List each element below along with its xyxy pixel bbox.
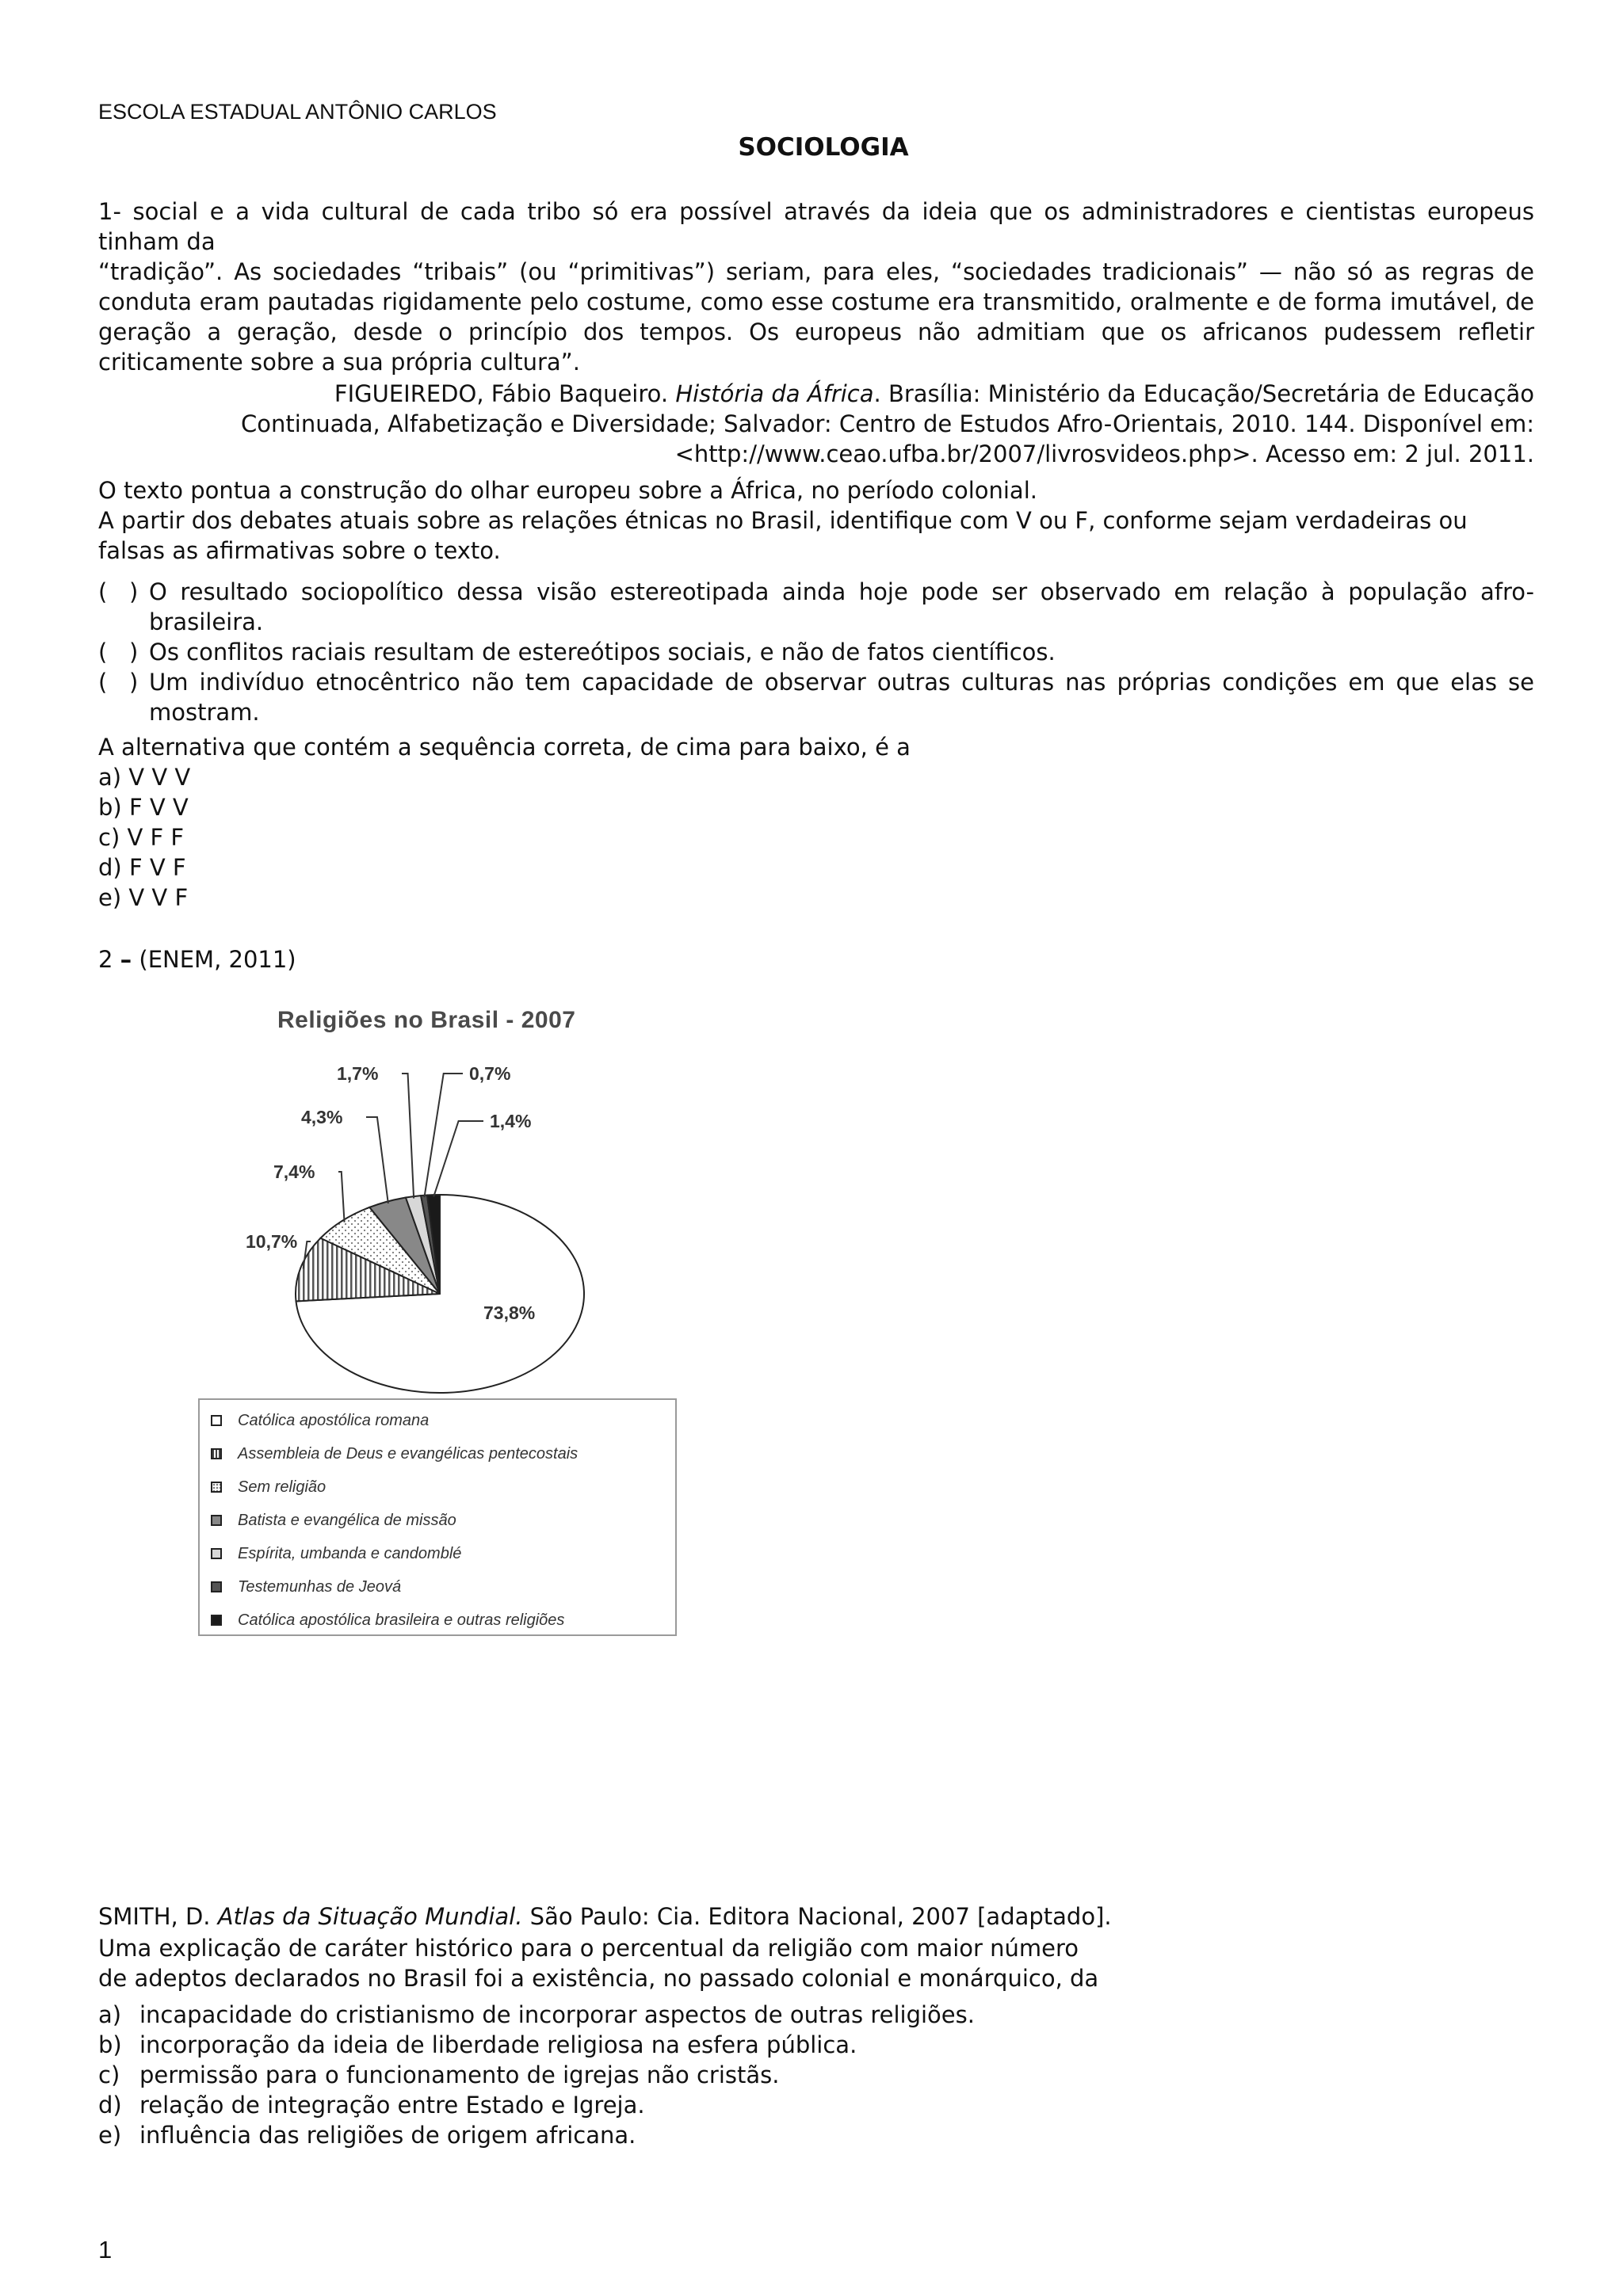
option-letter: b)	[98, 2031, 122, 2058]
option-e: e) V V F	[98, 884, 189, 911]
leader-line	[338, 1172, 345, 1222]
page-number: 1	[98, 2236, 113, 2264]
option-letter: c)	[98, 2061, 120, 2088]
legend-label: Batista e evangélica de missão	[238, 1511, 456, 1529]
question-2-options	[98, 2000, 1534, 2150]
legend-swatch	[211, 1415, 222, 1426]
citation-rest: . Brasília: Ministério da Educação/Secretária de Educação	[873, 380, 1534, 407]
legend-label: Assembleia de Deus e evangélicas pentecostais	[238, 1444, 579, 1463]
slice-value-label: 0,7%	[469, 1063, 511, 1084]
legend-swatch	[211, 1548, 222, 1559]
q2-dash: –	[120, 946, 132, 973]
legend-item	[211, 1574, 401, 1600]
option-b	[98, 2030, 1534, 2060]
leader-line	[402, 1074, 414, 1199]
citation-line-3: <http://www.ceao.ufba.br/2007/livrosvideos.php>. Acesso em: 2 jul. 2011.	[674, 441, 1534, 467]
source-title: Atlas da Situação Mundial.	[217, 1903, 523, 1930]
q2-number: 2	[98, 946, 120, 973]
legend-swatch	[211, 1482, 222, 1493]
legend-item	[211, 1508, 456, 1533]
answer-blank: ( )	[98, 639, 139, 666]
option-a: a) V V V	[98, 764, 191, 791]
legend-item	[211, 1541, 461, 1566]
source-author: SMITH, D.	[98, 1903, 218, 1930]
option-c: c) V F F	[98, 824, 185, 851]
q2-text-line: de adeptos declarados no Brasil foi a existência, no passado colonial e monárquico, da	[98, 1965, 1099, 1992]
statement-item	[98, 667, 1534, 727]
option-text: influência das religiões de origem africana.	[139, 2122, 636, 2149]
option-letter: a)	[98, 2001, 122, 2028]
citation-line-2: Continuada, Alfabetização e Diversidade; Salvador: Centro de Estudos Afro-Orientais, 2010. 144. Disponível em:	[241, 410, 1534, 437]
legend-label: Testemunhas de Jeová	[238, 1577, 402, 1596]
option-letter: e)	[98, 2122, 122, 2149]
page-title: SOCIOLOGIA	[738, 133, 909, 162]
legend-swatch	[211, 1448, 222, 1459]
question-1-prompt	[98, 475, 1534, 566]
q2-source-exam: (ENEM, 2011)	[132, 946, 296, 973]
school-name: ESCOLA ESTADUAL ANTÔNIO CARLOS	[98, 100, 497, 124]
option-e	[98, 2120, 1534, 2150]
question-1-options	[98, 732, 1534, 913]
answer-blank: ( )	[98, 578, 139, 605]
statement-text: Um indivíduo etnocêntrico não tem capacidade de observar outras culturas nas próprias condições em que elas se mostram.	[149, 669, 1534, 726]
legend-item	[211, 1441, 578, 1466]
source-rest: São Paulo: Cia. Editora Nacional, 2007 [adaptado].	[522, 1903, 1112, 1930]
slice-value-label: 1,7%	[337, 1063, 379, 1084]
legend-swatch	[211, 1615, 222, 1626]
statement-item	[98, 637, 1534, 667]
q2-text-line: Uma explicação de caráter histórico para o percentual da religião com maior número	[98, 1935, 1079, 1962]
option-text: permissão para o funcionamento de igrejas não cristãs.	[139, 2061, 780, 2088]
religion-chart	[198, 994, 682, 1636]
chart-legend	[198, 1398, 677, 1636]
instruction: A alternativa que contém a sequência correta, de cima para baixo, é a	[98, 734, 911, 761]
pie-chart	[198, 994, 682, 1398]
legend-item	[211, 1408, 429, 1433]
question-2-text	[98, 1933, 1534, 1993]
source-citation	[98, 1901, 1534, 1932]
chart-title: Religiões no Brasil - 2007	[277, 1007, 576, 1033]
slice-value-label: 73,8%	[483, 1302, 536, 1323]
prompt-line: O texto pontua a construção do olhar europeu sobre a África, no período colonial.	[98, 477, 1037, 504]
citation	[98, 379, 1534, 469]
answer-blank: ( )	[98, 669, 139, 696]
option-b: b) F V V	[98, 794, 189, 821]
q1-text-line: “tradição”. As sociedades “tribais” (ou “primitivas”) seriam, para eles, “sociedades tradicionais” — não só as regras de conduta eram pautadas rigidamente pelo costume, como esse costume era transmitido, oralmente e de forma imutável, de geração a geração, desde o princípio dos tempos. Os europeus não admitiam que os africanos pudessem refletir criticamente sobre a sua própria cultura”.	[98, 258, 1534, 376]
statement-text: O resultado sociopolítico dessa visão estereotipada ainda hoje pode ser observado em relação à população afro-brasileira.	[149, 578, 1534, 635]
legend-item	[211, 1608, 564, 1633]
legend-swatch	[211, 1581, 222, 1592]
citation-line-1	[98, 379, 1534, 409]
citation-author: FIGUEIREDO, Fábio Baqueiro.	[334, 380, 676, 407]
citation-book: História da África	[675, 380, 874, 407]
leader-line	[433, 1121, 483, 1197]
question-1-text	[98, 196, 1534, 377]
option-text: incorporação da ideia de liberdade religiosa na esfera pública.	[139, 2031, 857, 2058]
slice-value-label: 10,7%	[246, 1231, 298, 1252]
statement-text: Os conflitos raciais resultam de estereótipos sociais, e não de fatos científicos.	[149, 639, 1056, 666]
option-c	[98, 2060, 1534, 2090]
option-letter: d)	[98, 2092, 122, 2119]
leader-line	[424, 1074, 463, 1197]
question-2-heading	[98, 944, 1534, 974]
slice-value-label: 7,4%	[273, 1161, 315, 1182]
leader-line	[366, 1117, 388, 1203]
option-a	[98, 2000, 1534, 2030]
legend-label: Espírita, umbanda e candomblé	[238, 1544, 462, 1562]
legend-item	[211, 1474, 326, 1500]
legend-label: Sem religião	[238, 1478, 327, 1496]
prompt-line: A partir dos debates atuais sobre as relações étnicas no Brasil, identifique com V ou F, conforme sejam verdadeiras ou falsas as afirmativas sobre o texto.	[98, 507, 1468, 564]
option-text: relação de integração entre Estado e Igreja.	[139, 2092, 645, 2119]
option-d: d) F V F	[98, 854, 186, 881]
legend-swatch	[211, 1515, 222, 1526]
statement-item	[98, 577, 1534, 637]
q1-text-line: 1- social e a vida cultural de cada tribo só era possível através da ideia que os administradores e cientistas europeus tinham da	[98, 198, 1534, 255]
slice-value-label: 4,3%	[301, 1107, 343, 1127]
slice-value-label: 1,4%	[490, 1111, 532, 1131]
option-text: incapacidade do cristianismo de incorporar aspectos de outras religiões.	[139, 2001, 975, 2028]
true-false-statements	[98, 577, 1534, 727]
source-line	[98, 1901, 1534, 1932]
legend-label: Católica apostólica romana	[238, 1411, 430, 1429]
option-d	[98, 2090, 1534, 2120]
legend-label: Católica apostólica brasileira e outras religiões	[238, 1611, 565, 1629]
